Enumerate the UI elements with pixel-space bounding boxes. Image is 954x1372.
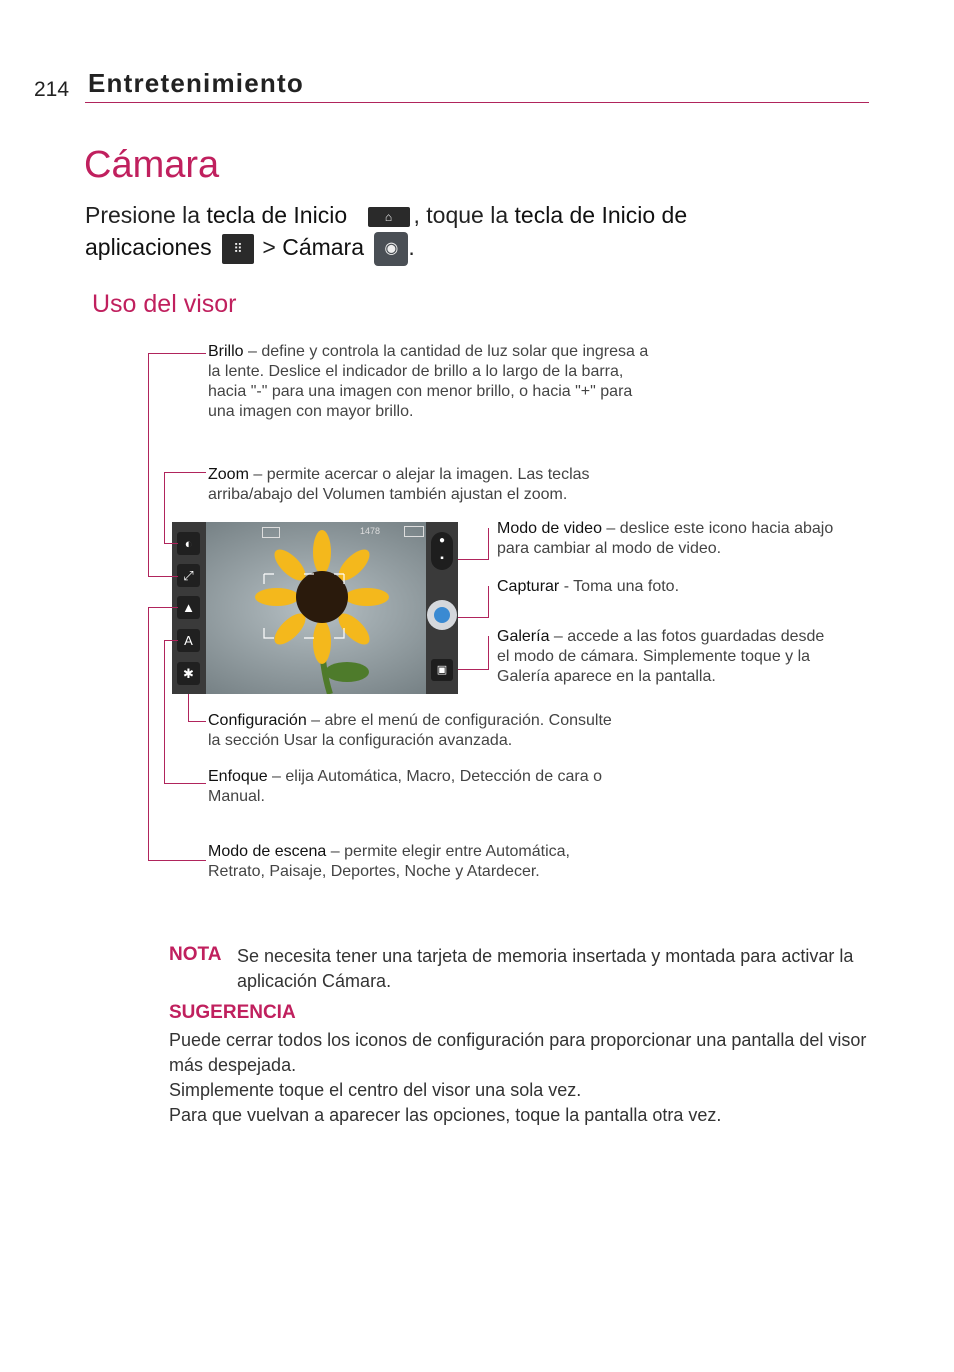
- resolution-icon: [262, 527, 280, 538]
- callout-line-video: [458, 559, 489, 560]
- annotation-capturar: [497, 577, 842, 597]
- annotation-text: – permite elegir entre Automática, Retrato, Paisaje, Deportes, Noche y Atardecer.: [208, 843, 570, 880]
- annotation-term: Modo de escena: [208, 843, 327, 860]
- storage-icon: [404, 526, 424, 537]
- callout-line-escena-v: [148, 607, 149, 861]
- left-control-bar: [172, 522, 206, 694]
- annotation-term: Brillo: [208, 343, 244, 360]
- settings-gear-icon[interactable]: ✱: [177, 662, 200, 685]
- annotation-galeria: [497, 627, 832, 687]
- apps-grid-icon: ⠿: [222, 234, 254, 264]
- sunflower-image: [172, 522, 458, 694]
- callout-line-brillo-v: [148, 353, 149, 577]
- right-control-bar: [426, 522, 458, 694]
- annotation-zoom: [208, 465, 648, 505]
- callout-line-escena: [148, 860, 206, 861]
- callout-line-enfoque: [164, 783, 206, 784]
- callout-line-zoom-end: [164, 543, 178, 544]
- tip-line: Simplemente toque el centro del visor una sola vez.: [169, 1080, 582, 1100]
- annotation-term: Galería: [497, 628, 550, 645]
- zoom-icon[interactable]: ⤢: [177, 564, 200, 587]
- tip-label: SUGERENCIA: [169, 1002, 296, 1023]
- focus-icon[interactable]: A: [177, 629, 200, 652]
- intro-line-1: [85, 199, 845, 231]
- intro-text: .: [408, 234, 415, 260]
- annotation-text: – define y controla la cantidad de luz solar que ingresa a la lente. Deslice el indicador de brillo a lo largo de la barra, hacia "-" para una imagen con menor brillo, o hacia "+" para una imagen con mayor brillo.: [208, 343, 649, 420]
- page-number: 214: [34, 78, 70, 101]
- tip-line: Puede cerrar todos los iconos de configuración para proporcionar una pantalla del visor más despejada.: [169, 1030, 867, 1075]
- intro-key-home: tecla de Inicio: [206, 202, 348, 228]
- callout-line-enfoque-v: [164, 640, 165, 784]
- annotation-text: – permite acercar o alejar la imagen. Las teclas arriba/abajo del Volumen también ajustan el zoom.: [208, 466, 590, 503]
- annotation-text: - Toma una foto.: [559, 578, 680, 595]
- annotation-escena: [208, 842, 628, 882]
- subsection-title: Uso del visor: [92, 290, 237, 318]
- callout-line-video-v: [488, 528, 489, 560]
- callout-line-brillo-end: [148, 576, 178, 577]
- shutter-icon: [434, 607, 450, 623]
- annotation-brillo: [208, 342, 658, 422]
- annotation-term: Enfoque: [208, 768, 268, 785]
- intro-key-apps-2: aplicaciones: [85, 234, 212, 260]
- annotation-term: Zoom: [208, 466, 249, 483]
- video-mode-switch-icon[interactable]: ● ▪: [431, 532, 453, 570]
- tip-text: [169, 1028, 879, 1128]
- intro-text: >: [255, 234, 283, 260]
- callout-line-zoom-v: [164, 472, 165, 544]
- annotation-text: – elija Automática, Macro, Detección de cara o Manual.: [208, 768, 602, 805]
- callout-line-capture-v: [488, 586, 489, 618]
- tip-line: Para que vuelvan a aparecer las opciones, toque la pantalla otra vez.: [169, 1105, 722, 1125]
- annotation-term: Modo de video: [497, 520, 602, 537]
- note-text: Se necesita tener una tarjeta de memoria insertada y montada para activar la aplicación Cámara.: [237, 946, 854, 991]
- annotation-video: [497, 519, 842, 559]
- section-title: Entretenimiento: [88, 68, 304, 98]
- callout-line-config-v: [188, 694, 189, 722]
- callout-line-escena-top: [148, 607, 178, 608]
- viewfinder-screen: [172, 522, 458, 694]
- camera-app-icon: ◉: [374, 232, 408, 266]
- intro-line-2: [85, 231, 845, 266]
- gallery-icon[interactable]: ▣: [431, 659, 453, 681]
- intro-text: , toque la: [413, 202, 515, 228]
- scene-mode-icon[interactable]: ▲: [177, 596, 200, 619]
- note-label: NOTA: [169, 944, 222, 965]
- annotation-config: [208, 711, 628, 751]
- home-key-icon: ⌂: [368, 207, 410, 227]
- annotation-text: – abre el menú de configuración. Consulte la sección Usar la configuración avanzada.: [208, 712, 612, 749]
- annotation-text: – accede a las fotos guardadas desde el modo de cámara. Simplemente toque y la Galería aparece en la pantalla.: [497, 628, 825, 685]
- callout-line-enfoque-top: [164, 640, 178, 641]
- annotation-text: – deslice este icono hacia abajo para cambiar al modo de video.: [497, 520, 834, 557]
- intro-key-apps: tecla de Inicio de: [514, 202, 688, 228]
- callout-line-brillo: [148, 353, 206, 354]
- callout-line-gallery-v: [488, 636, 489, 670]
- annotation-enfoque: [208, 767, 608, 807]
- brightness-icon[interactable]: ◐: [177, 532, 200, 555]
- callout-line-zoom: [164, 472, 206, 473]
- callout-line-capture: [458, 617, 489, 618]
- intro-text: Presione la: [85, 202, 207, 228]
- annotation-term: Capturar: [497, 578, 560, 595]
- shot-counter: 1478: [360, 526, 381, 536]
- callout-line-gallery: [458, 669, 489, 670]
- callout-line-config: [188, 721, 206, 722]
- header-rule: [85, 102, 869, 103]
- intro-key-camera: Cámara: [282, 234, 365, 260]
- capture-button[interactable]: [427, 600, 457, 630]
- page-title: Cámara: [84, 144, 220, 186]
- annotation-term: Configuración: [208, 712, 307, 729]
